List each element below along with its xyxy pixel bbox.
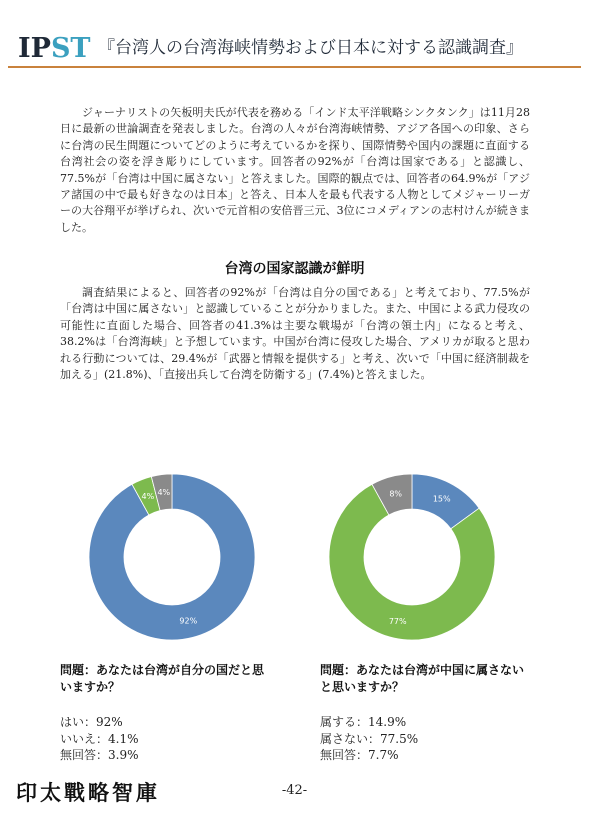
answers-not-china <box>320 714 520 764</box>
answer-item: 属する：14.9% <box>320 715 407 729</box>
answers-own-country <box>60 714 260 764</box>
intro-paragraph: ジャーナリストの矢板明夫氏が代表を務める「インド太平洋戦略シンクタンク」は11月28日に最新の世論調査を発表しました。台湾の人々が台湾海峡情勢、アジア各国への印象、さらに台湾の民生問題についてどのように考えているかを探り、国際情勢や国内の課題に直面する台湾社会の姿を浮き彫りにしています。回答者の92%が「台湾は国家である」と認識し、77.5%が「台湾は中国に属さない」と答えました。国際的観点では、回答者の64.9%が「アジア諸国の中で最も好きなのは日本」と答え、日本人を最も代表する人物としてメジャーリーガーの大谷翔平が挙げられ、次いで元首相の安倍晋三元、3位にコメディアンの志村けんが続きました。 <box>60 106 530 234</box>
page-number: -42- <box>281 783 308 798</box>
answer-item: 無回答：3.9% <box>60 748 139 762</box>
donut-chart-own-country <box>87 472 257 642</box>
header-divider <box>8 66 581 68</box>
section-paragraph: 調査結果によると、回答者の92%が「台湾は自分の国である」と考えており、77.5%が「台湾は中国に属さない」と認識していることが分かりました。また、中国による武力侵攻の可能性に直面した場合、回答者の41.3%は主要な戦場が「台湾の領土内」になると考え、38.2%は「台湾海峡」と予想しています。中国が台湾に侵攻した場合、アメリカが取ると思われる行動については、29.4%が「武器と情報を提供する」と考え、次いで「中国に経済制裁を加える」(21.8%)、「直接出兵して台湾を防衛する」(7.4%)と答えました。 <box>60 286 530 382</box>
answer-item: 無回答：7.7% <box>320 748 399 762</box>
question-own-country: 問題：あなたは台湾が自分の国だと思いますか？ <box>60 663 265 694</box>
slice-data-label: 15% <box>432 494 451 504</box>
page-header <box>0 0 589 72</box>
slice-data-label: 92% <box>179 616 198 626</box>
answer-item: はい：92% <box>60 715 123 729</box>
slice-data-label: 8% <box>389 489 403 499</box>
section-heading: 台湾の国家認識が鮮明 <box>224 261 365 277</box>
ipst-logo: IPST <box>18 33 91 64</box>
slice-data-label: 4% <box>157 488 171 498</box>
slice-data-label: 77% <box>388 616 407 626</box>
slice-data-label: 4% <box>141 492 155 502</box>
answer-item: いいえ：4.1% <box>60 731 139 746</box>
answer-item: 属さない：77.5% <box>320 731 419 746</box>
document-title: 『台湾人の台湾海峡情勢および日本に対する認識調査』 <box>98 38 523 58</box>
donut-chart-not-china <box>327 472 497 642</box>
question-not-china: 問題：あなたは台湾が中国に属さないと思いますか？ <box>320 663 525 694</box>
footer-brand: 印太戰略智庫 <box>16 780 160 805</box>
